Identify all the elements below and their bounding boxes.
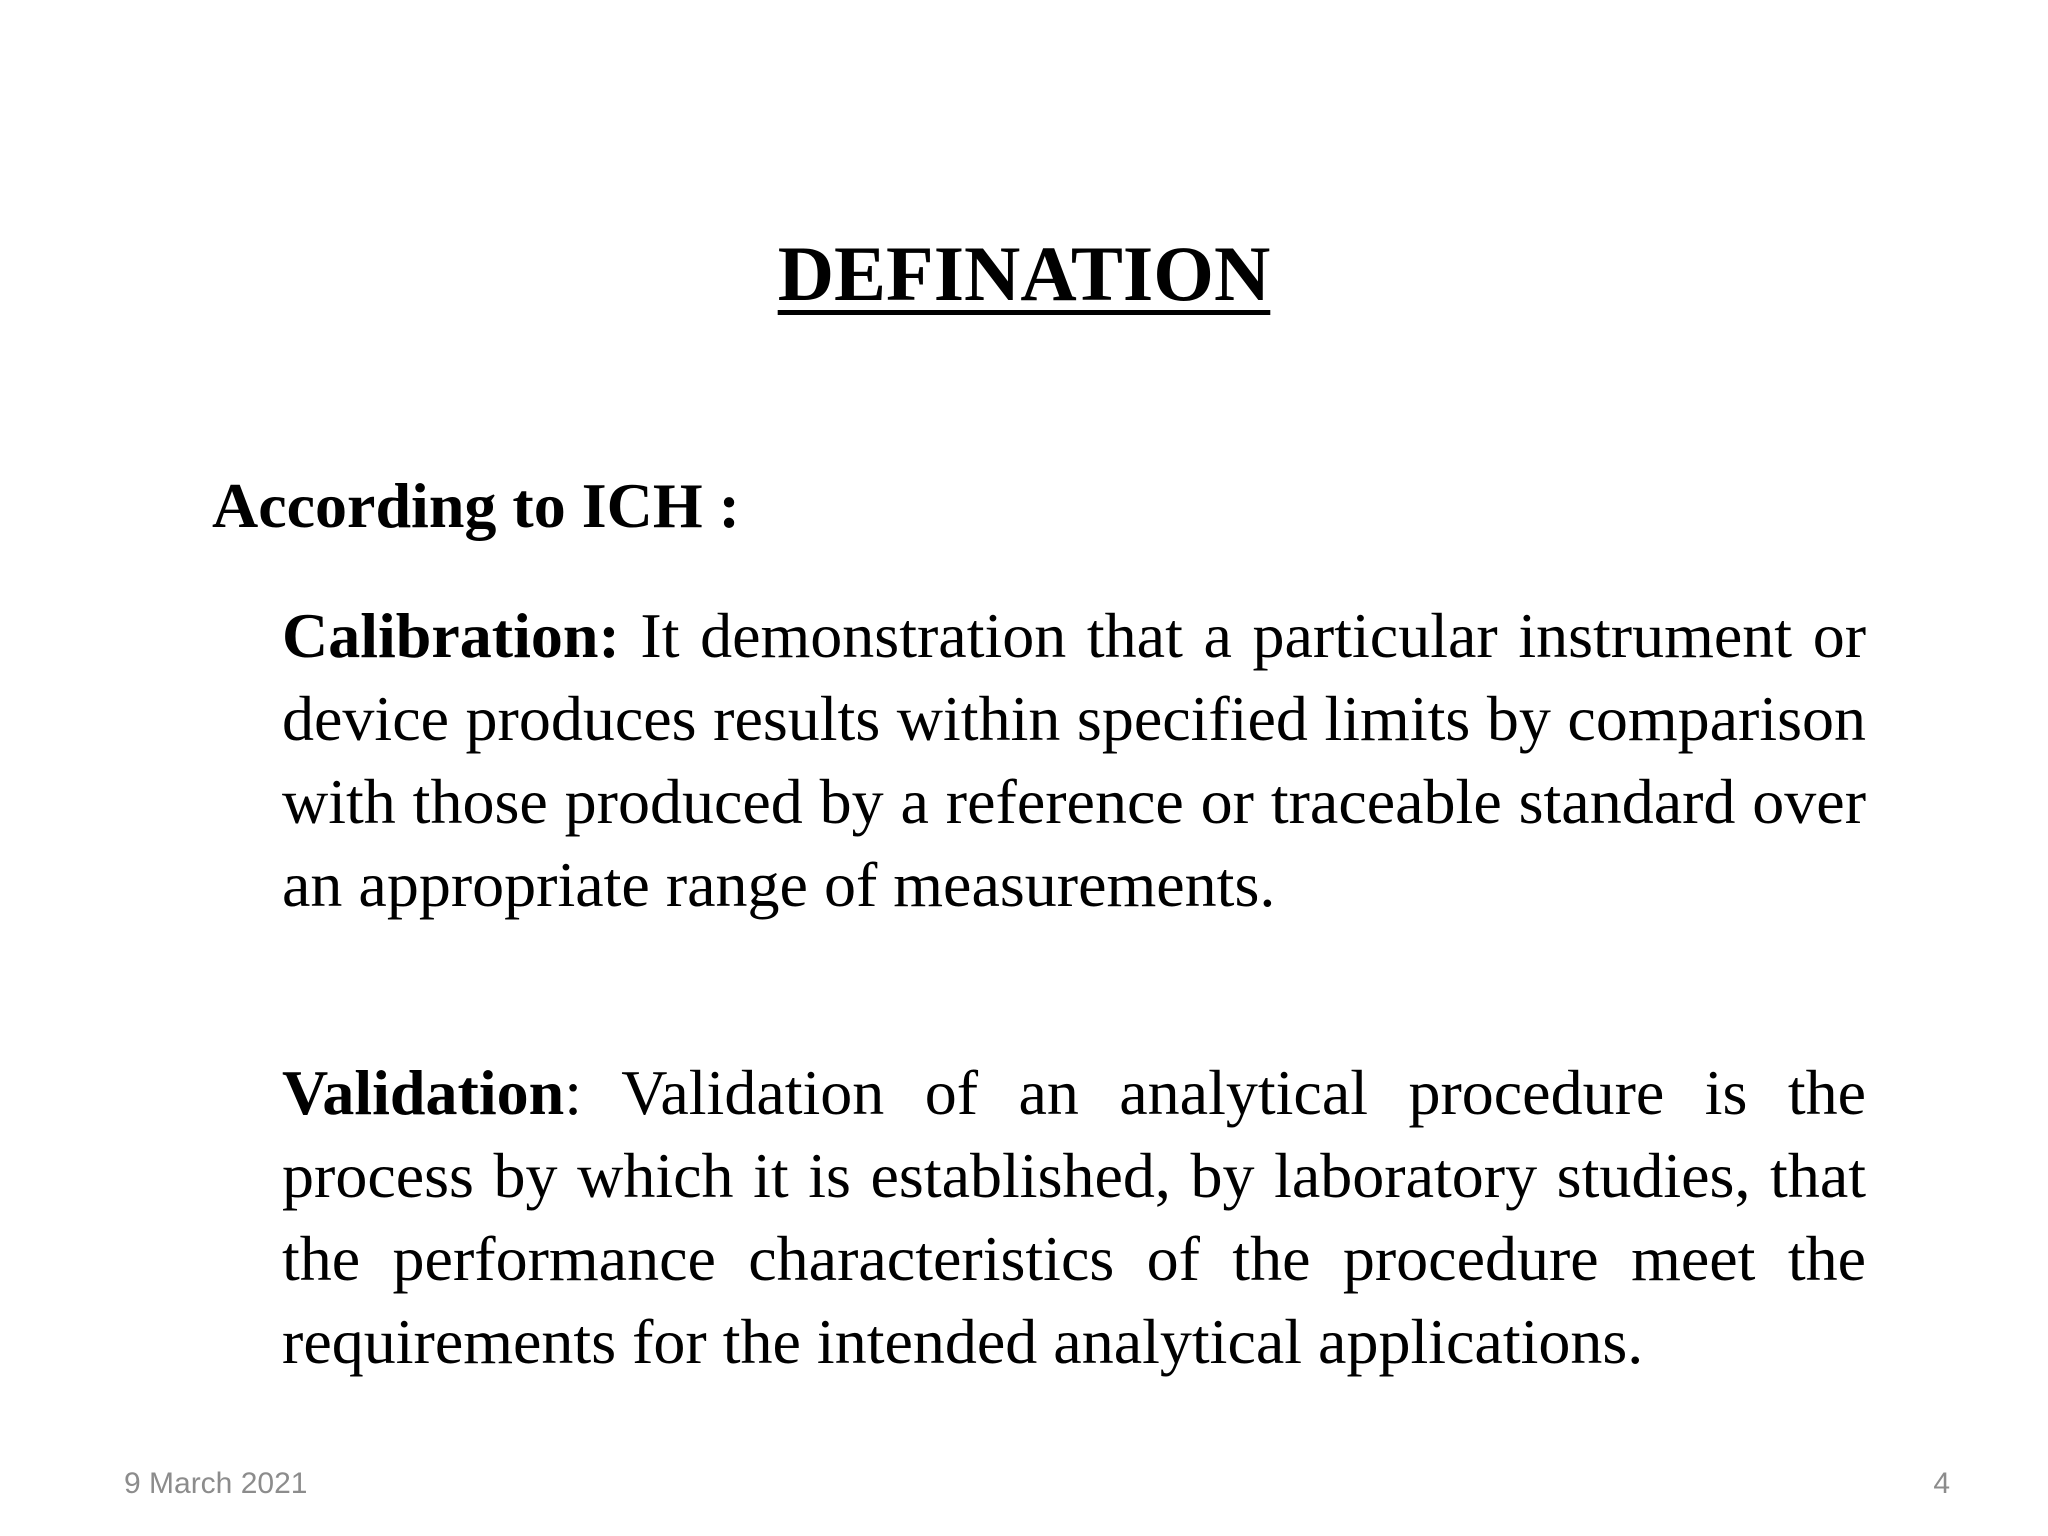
source-heading: According to ICH : xyxy=(212,470,740,541)
footer-date: 9 March 2021 xyxy=(124,1467,308,1500)
slide-title-text: DEFINATION xyxy=(777,230,1271,317)
validation-term: Validation xyxy=(282,1057,565,1128)
validation-definition xyxy=(282,1051,1866,1383)
slide-number: 4 xyxy=(1933,1467,1950,1500)
calibration-definition xyxy=(282,594,1866,926)
calibration-term: Calibration: xyxy=(282,600,620,671)
calibration-text: It demonstration that a particular instrument or device produces results within specified limits by comparison with those produced by a reference or traceable standard over an appropriate range of measurements. xyxy=(282,600,1866,920)
validation-text: : Validation of an analytical procedure is the process by which it is established, by laboratory studies, that the performance characteristics of the procedure meet the requirements for the intended analytical applications. xyxy=(282,1057,1866,1377)
slide-title xyxy=(0,228,2048,320)
